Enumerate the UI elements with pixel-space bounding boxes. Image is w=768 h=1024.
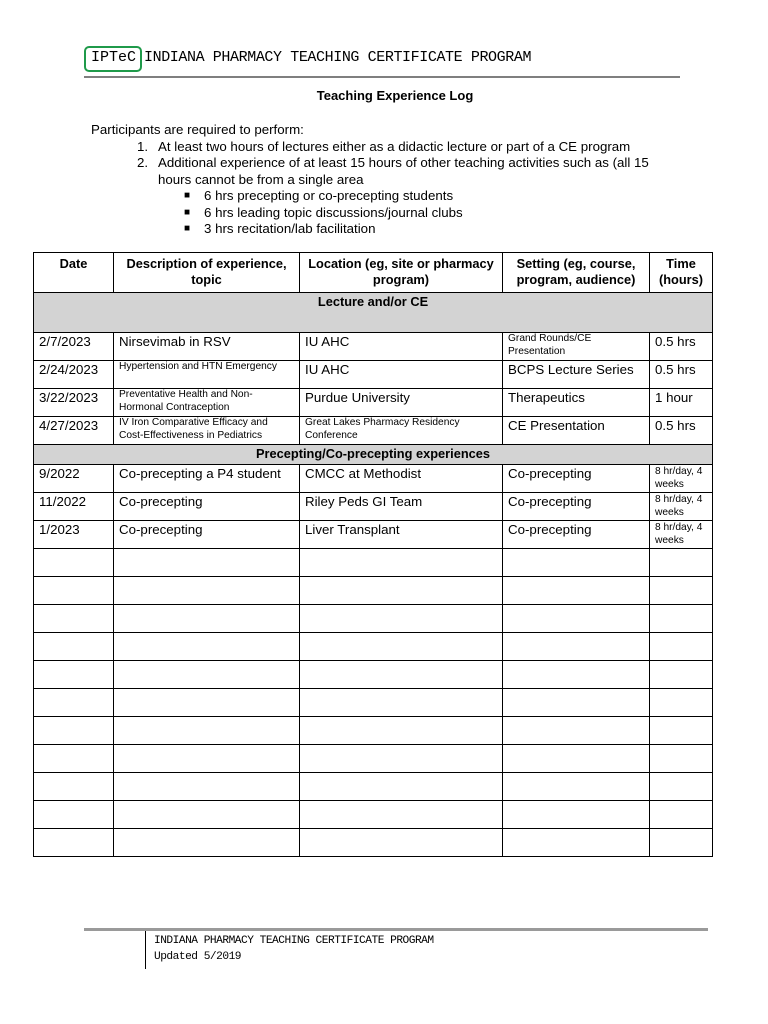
empty-cell[interactable] [34,577,114,605]
empty-cell[interactable] [114,661,300,689]
time-cell [650,465,713,493]
empty-cell[interactable] [300,633,503,661]
section-row-precepting [34,445,713,465]
table-row [34,521,713,549]
column-header-location: Location (eg, site or pharmacy program) [300,253,503,293]
footer-program-name: INDIANA PHARMACY TEACHING CERTIFICATE PROGRAM [154,935,434,947]
time-cell [650,521,713,549]
empty-table-row[interactable] [34,605,713,633]
empty-cell[interactable] [34,549,114,577]
table-row [34,361,713,389]
empty-cell[interactable] [503,745,650,773]
description-cell: Nirsevimab in RSV [114,333,300,361]
empty-cell[interactable] [503,549,650,577]
empty-table-row[interactable] [34,773,713,801]
location-cell: CMCC at Methodist [300,465,503,493]
date-cell: 9/2022 [34,465,114,493]
page-footer [154,933,434,965]
empty-cell[interactable] [34,605,114,633]
activity-bullet-list [182,188,668,238]
empty-cell[interactable] [34,661,114,689]
description-text: Hypertension and HTN Emergency [119,361,277,372]
section-row-lecture [34,293,713,333]
empty-cell[interactable] [114,577,300,605]
teaching-log-table [33,252,713,857]
time-cell [650,493,713,521]
column-header-time: Time (hours) [650,253,713,293]
empty-table-row[interactable] [34,717,713,745]
empty-cell[interactable] [503,829,650,857]
empty-cell[interactable] [34,717,114,745]
bullet-text: 3 hrs recitation/lab facilitation [204,221,376,236]
empty-cell[interactable] [114,633,300,661]
empty-cell[interactable] [503,801,650,829]
setting-cell: BCPS Lecture Series [503,361,650,389]
requirement-item [137,139,668,156]
column-header-setting: Setting (eg, course, program, audience) [503,253,650,293]
empty-cell[interactable] [650,801,713,829]
time-cell: 1 hour [650,389,713,417]
empty-cell[interactable] [503,577,650,605]
empty-cell[interactable] [114,745,300,773]
document-title: Teaching Experience Log [316,88,474,103]
empty-cell[interactable] [34,773,114,801]
empty-cell[interactable] [34,633,114,661]
column-header-date: Date [34,253,114,293]
empty-cell[interactable] [650,605,713,633]
requirement-number: 2. [137,155,149,170]
empty-cell[interactable] [650,773,713,801]
empty-table-row[interactable] [34,689,713,717]
empty-cell[interactable] [503,605,650,633]
setting-cell: Co-precepting [503,465,650,493]
location-cell: Purdue University [300,389,503,417]
requirement-text: Additional experience of at least 15 hours of other teaching activities such as (all 15 hours cannot be from a single area [158,155,649,187]
header-divider [84,76,680,78]
location-cell: IU AHC [300,361,503,389]
empty-cell[interactable] [300,661,503,689]
time-text: 8 hr/day, 4 weeks [655,466,703,490]
date-cell: 1/2023 [34,521,114,549]
empty-cell[interactable] [503,661,650,689]
empty-cell[interactable] [503,717,650,745]
square-bullet-icon: ■ [184,223,191,234]
section-title: Lecture and/or CE [34,293,713,333]
date-cell: 4/27/2023 [34,417,114,445]
empty-cell[interactable] [34,745,114,773]
setting-cell: Therapeutics [503,389,650,417]
empty-cell[interactable] [300,745,503,773]
setting-cell: Co-precepting [503,521,650,549]
date-cell: 11/2022 [34,493,114,521]
empty-cell[interactable] [114,801,300,829]
empty-table-row[interactable] [34,661,713,689]
empty-cell[interactable] [300,773,503,801]
empty-cell[interactable] [34,829,114,857]
description-cell [114,417,300,445]
setting-cell: CE Presentation [503,417,650,445]
empty-cell[interactable] [300,689,503,717]
empty-cell[interactable] [650,829,713,857]
location-cell: IU AHC [300,333,503,361]
empty-cell[interactable] [300,549,503,577]
time-text: 8 hr/day, 4 weeks [655,522,703,546]
description-cell: Co-precepting a P4 student [114,465,300,493]
setting-cell: Co-precepting [503,493,650,521]
requirements-lead: Participants are required to perform: [91,122,304,137]
empty-cell[interactable] [650,633,713,661]
empty-table-row[interactable] [34,633,713,661]
table-row [34,465,713,493]
section-title: Precepting/Co-precepting experiences [34,445,713,465]
empty-cell[interactable] [650,661,713,689]
location-cell: Liver Transplant [300,521,503,549]
empty-cell[interactable] [650,577,713,605]
empty-cell[interactable] [300,829,503,857]
setting-text: Grand Rounds/CE Presentation [508,333,592,357]
empty-table-row[interactable] [34,549,713,577]
empty-cell[interactable] [300,717,503,745]
requirement-text: At least two hours of lectures either as a didactic lecture or part of a CE program [158,138,631,154]
empty-cell[interactable] [300,577,503,605]
empty-cell[interactable] [114,689,300,717]
empty-cell[interactable] [114,605,300,633]
location-text: Great Lakes Pharmacy Residency Conference [305,417,460,441]
table-row [34,493,713,521]
setting-cell [503,333,650,361]
location-cell [300,417,503,445]
description-text: Preventative Health and Non-Hormonal Contraception [119,389,253,413]
table-row [34,333,713,361]
empty-cell[interactable] [300,801,503,829]
time-cell: 0.5 hrs [650,361,713,389]
table-header-row [34,253,713,293]
requirement-item [137,155,668,188]
time-text: 8 hr/day, 4 weeks [655,494,703,518]
bullet-item [182,188,668,205]
footer-divider [84,928,708,931]
table-row [34,389,713,417]
empty-cell[interactable] [114,773,300,801]
footer-updated: Updated 5/2019 [154,951,241,963]
time-cell: 0.5 hrs [650,417,713,445]
empty-table-row[interactable] [34,577,713,605]
bullet-text: 6 hrs precepting or co-precepting students [204,188,454,203]
bullet-text: 6 hrs leading topic discussions/journal clubs [204,204,463,220]
description-text: IV Iron Comparative Efficacy and Cost-Effectiveness in Pediatrics [119,417,268,441]
empty-cell[interactable] [114,717,300,745]
empty-cell[interactable] [114,549,300,577]
empty-cell[interactable] [300,605,503,633]
program-title: INDIANA PHARMACY TEACHING CERTIFICATE PROGRAM [144,49,532,66]
empty-cell[interactable] [503,689,650,717]
empty-cell[interactable] [650,717,713,745]
empty-cell[interactable] [650,549,713,577]
column-header-description: Description of experience, topic [114,253,300,293]
date-cell: 2/7/2023 [34,333,114,361]
date-cell: 3/22/2023 [34,389,114,417]
logo-text: IPTeC [91,49,137,66]
empty-cell[interactable] [34,801,114,829]
empty-table-row[interactable] [34,829,713,857]
bullet-item [182,221,668,238]
date-cell: 2/24/2023 [34,361,114,389]
empty-cell[interactable] [503,633,650,661]
empty-table-row[interactable] [34,745,713,773]
table-row [34,417,713,445]
empty-cell[interactable] [114,829,300,857]
empty-table-row[interactable] [34,801,713,829]
location-cell: Riley Peds GI Team [300,493,503,521]
description-cell: Co-precepting [114,521,300,549]
empty-cell[interactable] [650,689,713,717]
time-cell: 0.5 hrs [650,333,713,361]
description-cell: Co-precepting [114,493,300,521]
description-cell [114,361,300,389]
requirement-number: 1. [137,138,149,154]
square-bullet-icon: ■ [184,190,191,201]
empty-cell[interactable] [503,773,650,801]
square-bullet-icon: ■ [184,206,191,218]
empty-rows [34,549,713,857]
footer-vertical-rule [145,931,146,969]
bullet-item [182,205,668,222]
empty-cell[interactable] [650,745,713,773]
requirements-list [137,139,668,189]
empty-cell[interactable] [34,689,114,717]
requirements-section [91,122,668,238]
description-cell [114,389,300,417]
